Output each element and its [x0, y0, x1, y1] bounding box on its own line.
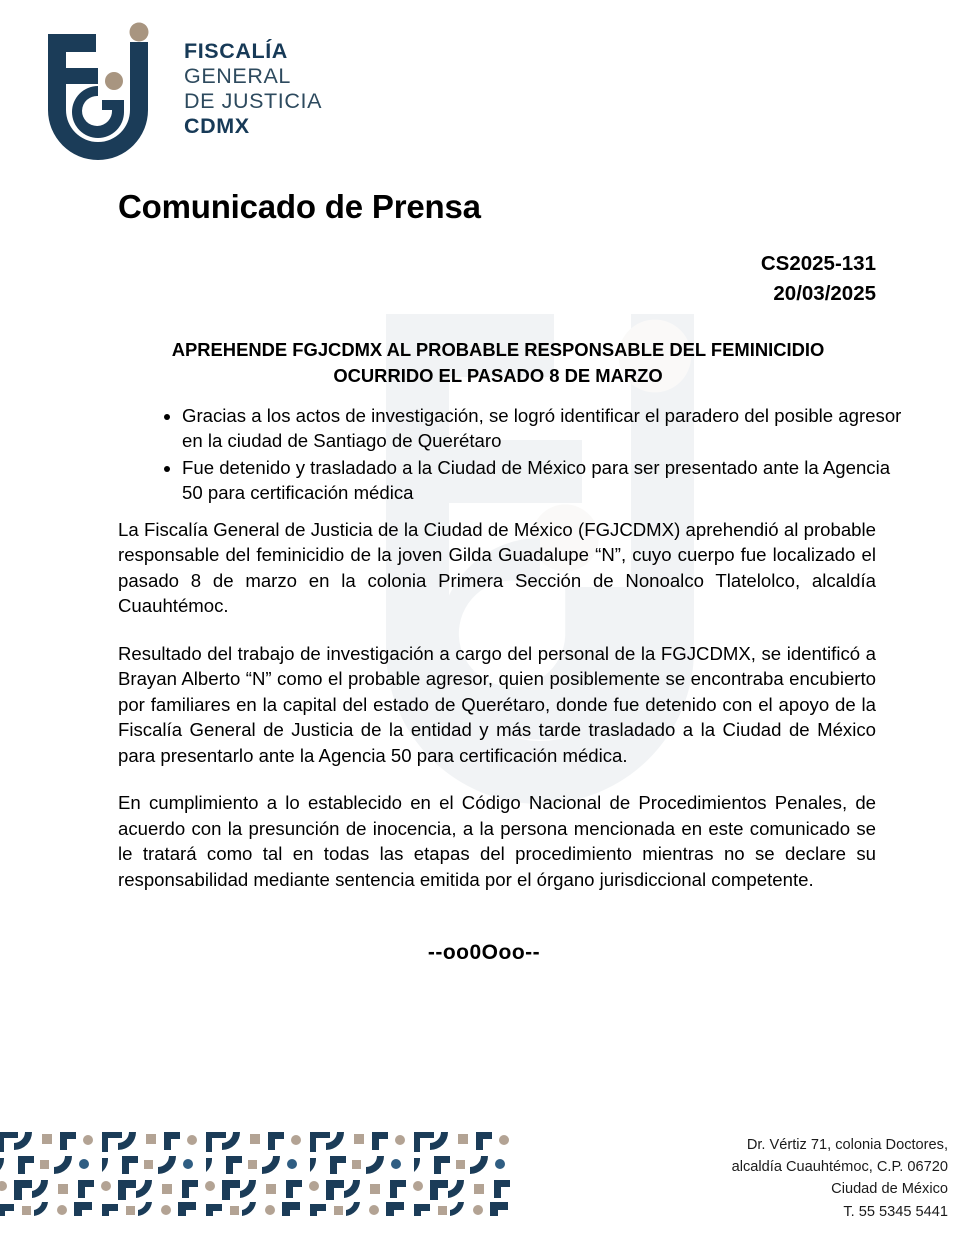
publication-date: 20/03/2025	[773, 281, 876, 305]
paragraph: En cumplimiento a lo establecido en el Código Nacional de Procedimientos Penales, de acuerdo con la presunción de inocencia, a la persona mencionada en este comunicado se le tratará como tal en todas las etapas del procedimiento mientras no se declare su responsabilidad mediante sentencia emitida por el órgano jurisdiccional competente.	[118, 792, 876, 890]
reference-number: CS2025-131	[760, 252, 876, 275]
logo-line-general: GENERAL	[184, 64, 291, 89]
letterhead	[34, 22, 322, 162]
logo-line-de-justicia: DE JUSTICIA	[184, 89, 323, 114]
phone-number: T. 55 5345 5441	[843, 1203, 948, 1220]
address-line-3: Ciudad de México	[831, 1181, 948, 1198]
key-points-list	[150, 403, 910, 506]
logo-wordmark	[184, 39, 322, 140]
paragraph: La Fiscalía General de Justicia de la Ciudad de México (FGJCDMX) aprehendió al probable responsable del feminicidio de la joven Gilda Guadalupe “N”, cuyo cuerpo fue localizado el pasado 8 de marzo en la colonia Primera Sección de Nonoalco Tlatelolco, alcaldía Cuauhtémoc.	[118, 519, 876, 617]
closing-mark: --oo0Ooo--	[427, 941, 541, 964]
address-line-1: Dr. Vértiz 71, colonia Doctores,	[746, 1137, 948, 1153]
footer-decorative-pattern	[0, 1128, 525, 1216]
footer-address	[732, 1134, 948, 1223]
list-item: • Gracias a los actos de investigación, se logró identificar el paradero del posible agresor en la ciudad de Santiago de Querétaro	[182, 403, 910, 454]
fgj-logo-icon	[34, 22, 162, 162]
list-item: • Fue detenido y trasladado a la Ciudad de México para ser presentado ante la Agencia 50 para certificación médica	[182, 455, 910, 506]
logo-line-cdmx: CDMX	[184, 114, 250, 139]
page-title: Comunicado de Prensa	[118, 188, 481, 225]
body-content	[118, 517, 876, 914]
logo-line-fiscalia: FISCALÍA	[184, 39, 288, 63]
headline: APREHENDE FGJCDMX AL PROBABLE RESPONSABLE DEL FEMINICIDIO OCURRIDO EL PASADO 8 DE MARZO	[171, 339, 825, 387]
paragraph: Resultado del trabajo de investigación a cargo del personal de la FGJCDMX, se identificó a Brayan Alberto “N” como el probable agresor, quien posiblemente se encontraba encubierto por familiares en la capital del estado de Querétaro, donde fue detenido con el apoyo de la Fiscalía General de Justicia de la entidad y más tarde trasladado a la Ciudad de México para presentarlo ante la Agencia 50 para certificación médica.	[118, 642, 876, 766]
address-line-2: alcaldía Cuauhtémoc, C.P. 06720	[731, 1159, 948, 1176]
reference-block	[761, 249, 876, 308]
